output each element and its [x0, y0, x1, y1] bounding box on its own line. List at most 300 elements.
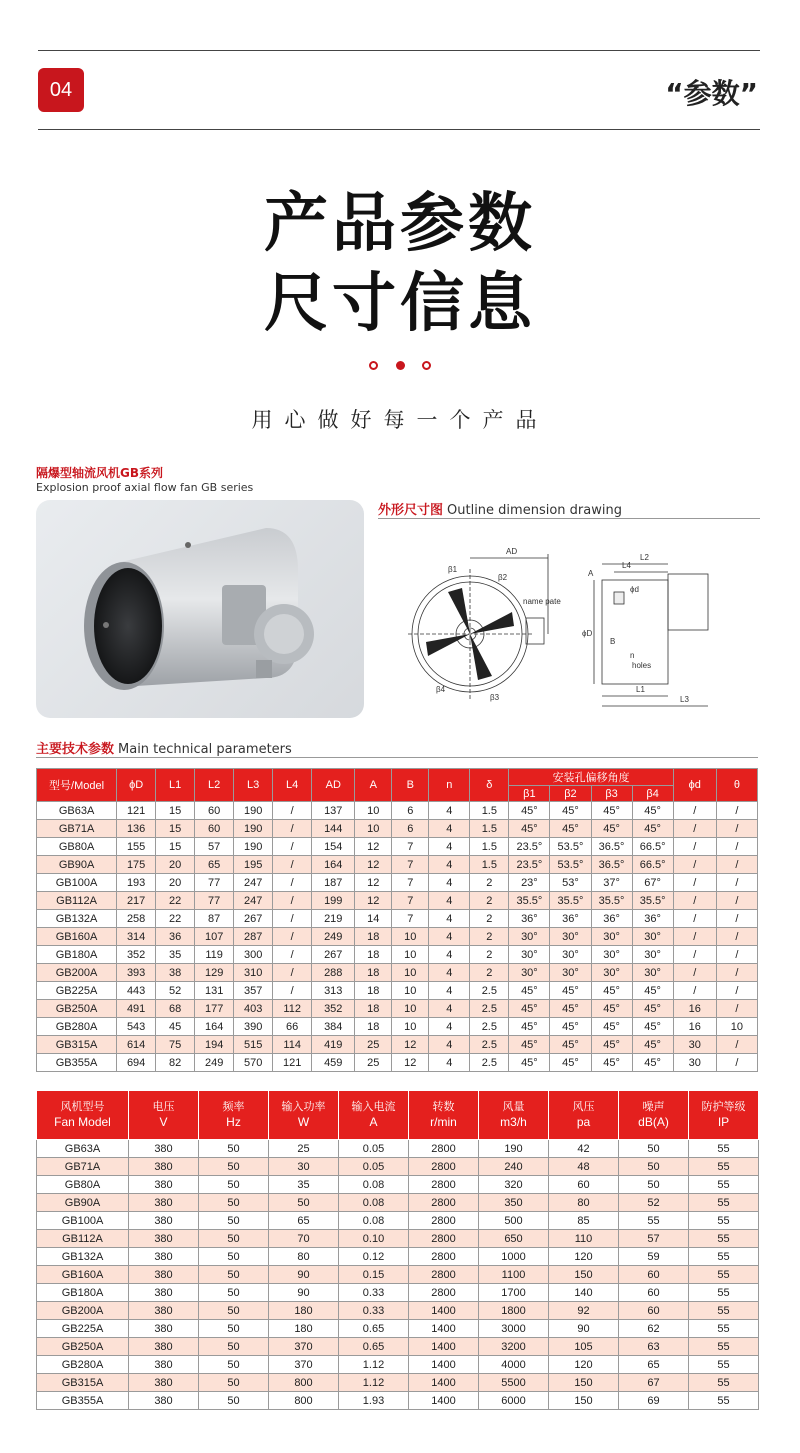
table-cell: 0.08 [339, 1194, 409, 1212]
table-cell: 18 [355, 1018, 392, 1036]
table-cell: 4 [429, 856, 470, 874]
table-row [37, 1140, 759, 1158]
table-cell: 114 [273, 1036, 312, 1054]
table-cell: 80 [549, 1194, 619, 1212]
table-cell: 164 [195, 1018, 234, 1036]
table-row [37, 982, 758, 1000]
table-cell: 1.12 [339, 1374, 409, 1392]
table-cell: GB355A [37, 1392, 129, 1410]
table-cell: 112 [273, 1000, 312, 1018]
col-header: ϕd [673, 769, 716, 802]
table-cell: 140 [549, 1284, 619, 1302]
table-cell: 36.5° [591, 856, 632, 874]
table-cell: 0.33 [339, 1302, 409, 1320]
label-b4: β4 [436, 685, 446, 694]
table-cell: 50 [269, 1194, 339, 1212]
table-cell: 45° [632, 802, 673, 820]
col-header [479, 1091, 549, 1140]
table-cell: 25 [269, 1140, 339, 1158]
col-header: L1 [156, 769, 195, 802]
table-cell: / [716, 982, 757, 1000]
table-cell: 352 [312, 1000, 355, 1018]
header-bottom-rule [38, 129, 760, 130]
table-cell: 310 [234, 964, 273, 982]
table-cell: 10 [355, 820, 392, 838]
table-cell: 380 [129, 1176, 199, 1194]
table-row [37, 874, 758, 892]
table-cell: 6 [392, 820, 429, 838]
col-header: AD [312, 769, 355, 802]
table-cell: 15 [156, 838, 195, 856]
table-cell: 2800 [409, 1194, 479, 1212]
table-cell: 2800 [409, 1230, 479, 1248]
table-cell: 50 [619, 1158, 689, 1176]
table-cell: GB100A [37, 874, 117, 892]
table-cell: GB112A [37, 1230, 129, 1248]
table-cell: 10 [716, 1018, 757, 1036]
table-cell: / [273, 856, 312, 874]
table-cell: 65 [269, 1212, 339, 1230]
table-cell: 35.5° [550, 892, 591, 910]
col-header: 型号/Model [37, 769, 117, 802]
col-header: θ [716, 769, 757, 802]
table-cell: 22 [156, 892, 195, 910]
table-cell: 1000 [479, 1248, 549, 1266]
table-row [37, 1248, 759, 1266]
table-cell: 177 [195, 1000, 234, 1018]
table-cell: 65 [619, 1356, 689, 1374]
table-row [37, 1230, 759, 1248]
table-cell: 144 [312, 820, 355, 838]
table-cell: 247 [234, 892, 273, 910]
dot-indicator [369, 361, 378, 370]
table-cell: / [273, 838, 312, 856]
table-cell: 120 [549, 1356, 619, 1374]
table-cell: 3000 [479, 1320, 549, 1338]
table-row [37, 1158, 759, 1176]
table-cell: 77 [195, 892, 234, 910]
table-cell: 50 [199, 1176, 269, 1194]
table-cell: 380 [129, 1266, 199, 1284]
table-cell: 370 [269, 1338, 339, 1356]
table-cell: 2800 [409, 1140, 479, 1158]
label-b2: β2 [498, 573, 508, 582]
table-cell: 380 [129, 1194, 199, 1212]
table-row [37, 1194, 759, 1212]
table-cell: 50 [199, 1230, 269, 1248]
table-cell: 45° [591, 1036, 632, 1054]
table-row [37, 928, 758, 946]
table-cell: 18 [355, 964, 392, 982]
table-cell: 2.5 [470, 1000, 509, 1018]
table-cell: 45° [509, 820, 550, 838]
col-header-en: pa [576, 1115, 591, 1129]
table-cell: / [716, 838, 757, 856]
table-cell: GB80A [37, 1176, 129, 1194]
table-cell: 55 [689, 1158, 759, 1176]
table-cell: 164 [312, 856, 355, 874]
table-cell: 0.15 [339, 1266, 409, 1284]
table-cell: 1800 [479, 1302, 549, 1320]
table-cell: / [673, 964, 716, 982]
table-cell: 55 [689, 1302, 759, 1320]
table-cell: 65 [195, 856, 234, 874]
table-cell: 1400 [409, 1302, 479, 1320]
table-cell: 16 [673, 1018, 716, 1036]
table-cell: 45° [550, 1000, 591, 1018]
table-cell: 515 [234, 1036, 273, 1054]
table-cell: 4 [429, 1036, 470, 1054]
table-cell: 60 [619, 1266, 689, 1284]
table-cell: / [273, 982, 312, 1000]
table-cell: 50 [199, 1392, 269, 1410]
table-cell: 55 [689, 1284, 759, 1302]
table-cell: 380 [129, 1248, 199, 1266]
table-cell: 287 [234, 928, 273, 946]
table-cell: / [673, 946, 716, 964]
table-cell: 258 [117, 910, 156, 928]
label-phid: ϕd [630, 585, 639, 594]
table-cell: 150 [549, 1392, 619, 1410]
table-cell: 0.05 [339, 1140, 409, 1158]
table-cell: 45° [632, 1018, 673, 1036]
table-cell: 45° [632, 1054, 673, 1072]
table-cell: 45° [509, 982, 550, 1000]
table-row [37, 892, 758, 910]
table-row [37, 1392, 759, 1410]
table-row [37, 1302, 759, 1320]
table-cell: 380 [129, 1320, 199, 1338]
col-header: β4 [632, 786, 673, 802]
outline-heading-en: Outline dimension drawing [447, 503, 622, 518]
table-cell: 1400 [409, 1374, 479, 1392]
table-cell: / [716, 802, 757, 820]
table-cell: 25 [355, 1036, 392, 1054]
table-cell: 380 [129, 1302, 199, 1320]
table-row [37, 1018, 758, 1036]
table-cell: 0.10 [339, 1230, 409, 1248]
section-number-badge: 04 [38, 68, 84, 112]
table-cell: 2800 [409, 1158, 479, 1176]
table-cell: / [673, 856, 716, 874]
col-header-en: IP [717, 1115, 730, 1129]
table-cell: 380 [129, 1284, 199, 1302]
table-cell: 87 [195, 910, 234, 928]
table-cell: / [673, 982, 716, 1000]
table-cell: 2800 [409, 1266, 479, 1284]
table-cell: 45° [591, 1018, 632, 1036]
table-row [37, 1036, 758, 1054]
table-row [37, 964, 758, 982]
table-cell: / [716, 820, 757, 838]
label-a: A [588, 569, 594, 578]
table-cell: 38 [156, 964, 195, 982]
table-cell: 55 [689, 1212, 759, 1230]
table-cell: 10 [392, 1000, 429, 1018]
table-cell: 1400 [409, 1356, 479, 1374]
table-cell: 194 [195, 1036, 234, 1054]
table-cell: 45° [550, 1054, 591, 1072]
col-header-cn: 风机型号 [60, 1101, 105, 1113]
col-header: n [429, 769, 470, 802]
table-cell: 55 [689, 1356, 759, 1374]
table-cell: 12 [355, 874, 392, 892]
table-cell: 30° [591, 946, 632, 964]
table-cell: GB315A [37, 1036, 117, 1054]
table-cell: 217 [117, 892, 156, 910]
table-cell: GB180A [37, 1284, 129, 1302]
table-cell: / [273, 946, 312, 964]
table-cell: 1400 [409, 1320, 479, 1338]
table-cell: 2 [470, 892, 509, 910]
table-cell: 50 [199, 1212, 269, 1230]
table-row [37, 1266, 759, 1284]
table-cell: 30° [632, 964, 673, 982]
table-cell: 300 [234, 946, 273, 964]
table-cell: / [273, 928, 312, 946]
label-b1: β1 [448, 565, 458, 574]
table-cell: 0.33 [339, 1284, 409, 1302]
table-cell: / [273, 874, 312, 892]
table-cell: 2 [470, 964, 509, 982]
table-cell: / [273, 964, 312, 982]
table-cell: 2 [470, 874, 509, 892]
table-cell: 380 [129, 1140, 199, 1158]
table-cell: 403 [234, 1000, 273, 1018]
product-photo [36, 500, 364, 718]
table-cell: 45° [550, 802, 591, 820]
table-cell: GB225A [37, 1320, 129, 1338]
table-cell: 247 [234, 874, 273, 892]
table-row [37, 820, 758, 838]
table-cell: 4000 [479, 1356, 549, 1374]
table-cell: 70 [269, 1230, 339, 1248]
table-cell: 36° [632, 910, 673, 928]
table-cell: 1.5 [470, 820, 509, 838]
table-cell: 15 [156, 820, 195, 838]
table-cell: 63 [619, 1338, 689, 1356]
table-cell: 45° [550, 982, 591, 1000]
table-cell: 36° [550, 910, 591, 928]
table-cell: / [673, 910, 716, 928]
table-cell: 45° [632, 820, 673, 838]
table-cell: 137 [312, 802, 355, 820]
table-cell: 614 [117, 1036, 156, 1054]
table-cell: 380 [129, 1374, 199, 1392]
table-cell: 30° [591, 928, 632, 946]
table-cell: 50 [199, 1374, 269, 1392]
table-cell: GB71A [37, 820, 117, 838]
label-nameplate: name pate [523, 597, 561, 606]
table-cell: 180 [269, 1320, 339, 1338]
table-cell: GB160A [37, 928, 117, 946]
table-cell: 36° [509, 910, 550, 928]
table-cell: 45° [632, 982, 673, 1000]
table-cell: 249 [195, 1054, 234, 1072]
table-cell: 55 [689, 1392, 759, 1410]
table-cell: 10 [392, 946, 429, 964]
table-cell: 150 [549, 1374, 619, 1392]
label-l4: L4 [622, 561, 631, 570]
table-cell: 0.08 [339, 1212, 409, 1230]
table-cell: / [716, 928, 757, 946]
col-header-en: V [159, 1115, 168, 1129]
table-cell: 20 [156, 856, 195, 874]
table-cell: 69 [619, 1392, 689, 1410]
table-cell: GB200A [37, 1302, 129, 1320]
table-cell: 18 [355, 928, 392, 946]
table-cell: 313 [312, 982, 355, 1000]
table-cell: 190 [234, 802, 273, 820]
table-cell: 23° [509, 874, 550, 892]
table-cell: 0.65 [339, 1320, 409, 1338]
table-cell: 370 [269, 1356, 339, 1374]
table-cell: 45° [550, 1018, 591, 1036]
table-cell: 36.5° [591, 838, 632, 856]
table-row [37, 1320, 759, 1338]
table-cell: 800 [269, 1374, 339, 1392]
outline-heading [378, 499, 622, 518]
table-cell: / [716, 874, 757, 892]
hero-title-line1: 产品参数 [264, 187, 536, 261]
label-n: n [630, 651, 635, 660]
table-cell: 267 [234, 910, 273, 928]
table-cell: 90 [269, 1284, 339, 1302]
col-header: β2 [550, 786, 591, 802]
table-cell: 190 [234, 820, 273, 838]
table-cell: 55 [689, 1338, 759, 1356]
table-cell: 55 [619, 1212, 689, 1230]
table-cell: 22 [156, 910, 195, 928]
table-cell: 380 [129, 1338, 199, 1356]
table-cell: 75 [156, 1036, 195, 1054]
table-cell: 419 [312, 1036, 355, 1054]
col-header-en: W [297, 1115, 310, 1129]
label-b3: β3 [490, 693, 500, 702]
col-header-en: dB(A) [638, 1115, 669, 1129]
table-cell: 35 [156, 946, 195, 964]
table-cell: 0.08 [339, 1176, 409, 1194]
table-cell: / [273, 820, 312, 838]
table-cell: 4 [429, 982, 470, 1000]
col-header [689, 1091, 759, 1140]
table-cell: 45° [591, 1000, 632, 1018]
col-header [549, 1091, 619, 1140]
col-header: L3 [234, 769, 273, 802]
table-cell: GB250A [37, 1338, 129, 1356]
table-cell: 35.5° [591, 892, 632, 910]
table-cell: 384 [312, 1018, 355, 1036]
col-header-cn: 频率 [222, 1101, 245, 1113]
table-cell: 60 [619, 1302, 689, 1320]
outline-rule [378, 518, 760, 519]
table-cell: 131 [195, 982, 234, 1000]
table-row [37, 1338, 759, 1356]
table-cell: / [673, 820, 716, 838]
table-row [37, 856, 758, 874]
table-cell: 45° [591, 1054, 632, 1072]
table-cell: 380 [129, 1356, 199, 1374]
table-cell: / [673, 838, 716, 856]
tech-parameters-table [36, 768, 758, 1072]
table-cell: 1100 [479, 1266, 549, 1284]
table-cell: 7 [392, 892, 429, 910]
table-cell: 45° [591, 982, 632, 1000]
table-cell: 55 [689, 1266, 759, 1284]
col-header-cn: 输入功率 [281, 1101, 326, 1113]
table-cell: 150 [549, 1266, 619, 1284]
col-header-cn: 电压 [152, 1101, 175, 1113]
table-cell: GB225A [37, 982, 117, 1000]
table-cell: 50 [199, 1320, 269, 1338]
table-cell: 459 [312, 1054, 355, 1072]
table-cell: 14 [355, 910, 392, 928]
table-cell: 6 [392, 802, 429, 820]
tech-heading-cn: 主要技术参数 [36, 742, 115, 757]
table-cell: 380 [129, 1158, 199, 1176]
table-cell: 443 [117, 982, 156, 1000]
table-cell: 121 [273, 1054, 312, 1072]
table-cell: / [673, 928, 716, 946]
table-cell: 1.93 [339, 1392, 409, 1410]
table-cell: 50 [199, 1302, 269, 1320]
table-cell: 50 [619, 1140, 689, 1158]
table-cell: 90 [549, 1320, 619, 1338]
table-cell: / [716, 946, 757, 964]
col-header [199, 1091, 269, 1140]
table-cell: 1700 [479, 1284, 549, 1302]
table-cell: 352 [117, 946, 156, 964]
table-cell: 59 [619, 1248, 689, 1266]
table-cell: 380 [129, 1230, 199, 1248]
table-cell: 121 [117, 802, 156, 820]
table-cell: 107 [195, 928, 234, 946]
table-cell: 180 [269, 1302, 339, 1320]
table-cell: 55 [689, 1230, 759, 1248]
table-cell: / [716, 1054, 757, 1072]
table-cell: 50 [199, 1248, 269, 1266]
table-cell: 52 [156, 982, 195, 1000]
table-cell: 66.5° [632, 838, 673, 856]
table-cell: / [273, 802, 312, 820]
table-cell: 4 [429, 820, 470, 838]
table-row [37, 1374, 759, 1392]
table-cell: 2 [470, 946, 509, 964]
col-header-en: r/min [430, 1115, 457, 1129]
outline-dimension-drawing [378, 524, 760, 720]
table-cell: 1.5 [470, 856, 509, 874]
table-cell: 45° [509, 1000, 550, 1018]
table-cell: 2.5 [470, 1054, 509, 1072]
table-cell: 45° [550, 1036, 591, 1054]
table-cell: 7 [392, 874, 429, 892]
table-cell: 50 [199, 1284, 269, 1302]
col-header [37, 1091, 129, 1140]
table-cell: 68 [156, 1000, 195, 1018]
table-cell: 82 [156, 1054, 195, 1072]
col-header-cn: 输入电流 [351, 1101, 396, 1113]
hero-title-line2: 尺寸信息 [264, 267, 536, 341]
table-cell: GB355A [37, 1054, 117, 1072]
table-cell: 30 [269, 1158, 339, 1176]
tech-heading [36, 738, 292, 757]
table-cell: 314 [117, 928, 156, 946]
table-cell: 30° [632, 946, 673, 964]
table-cell: 199 [312, 892, 355, 910]
table-cell: 175 [117, 856, 156, 874]
table-cell: 7 [392, 838, 429, 856]
table-cell: 37° [591, 874, 632, 892]
